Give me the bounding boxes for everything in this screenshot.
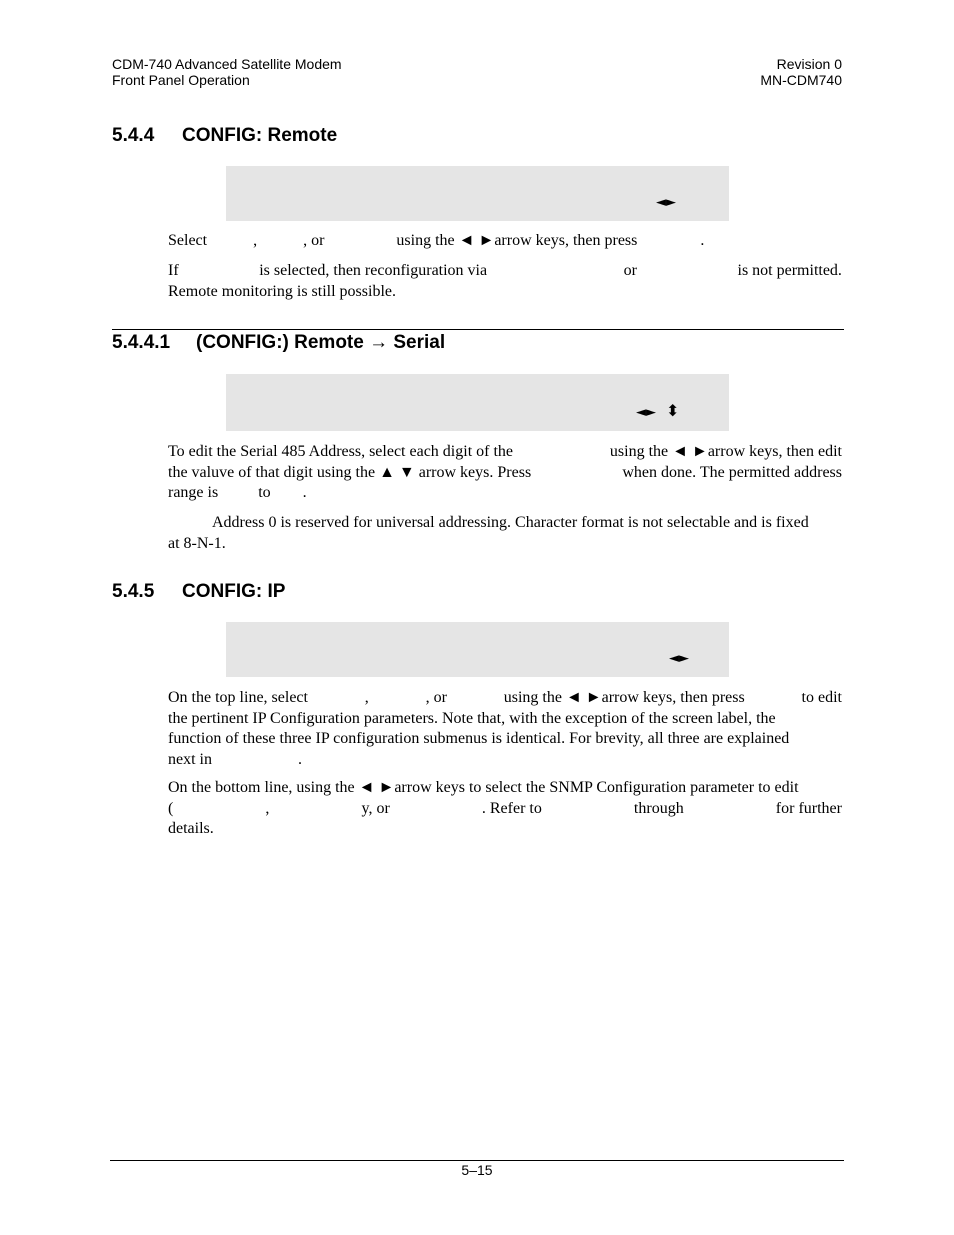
paragraph-ip-top-line: On the top line, select , , or using the ◄ ►arrow keys, then press to edit the pertinent IP Configuration parameters. Note that, with the exception of the screen label, the function of these three IP configuration submenus is identical. For brevity, all three are explained next in . xyxy=(168,689,842,768)
section-heading-5-4-4 xyxy=(112,125,337,147)
front-panel-display-serial xyxy=(226,374,729,431)
doc-title: CDM-740 Advanced Satellite Modem xyxy=(112,56,342,72)
up-down-arrows-icon: ⬍ xyxy=(666,401,680,420)
left-right-arrows-icon: ◄► xyxy=(636,405,656,420)
page-number: 5–15 xyxy=(461,1162,493,1178)
chapter-title: Front Panel Operation xyxy=(112,72,250,88)
paragraph-serial-address: To edit the Serial 485 Address, select each digit of the using the ◄ ►arrow keys, then edit the valuve of that digit using the ▲ ▼ arrow keys. Press when done. The permitted address range is to . xyxy=(168,443,842,501)
paragraph-remote-select: Select , , or using the ◄ ►arrow keys, then press . xyxy=(168,232,705,249)
section-number: 5.4.4.1 xyxy=(112,332,171,353)
footer-rule xyxy=(110,1160,844,1161)
section-heading-5-4-5 xyxy=(112,581,285,603)
left-right-arrows-icon: ◄► xyxy=(669,651,689,666)
running-header-right xyxy=(760,56,842,88)
front-panel-display-ip xyxy=(226,622,729,677)
paragraph-serial-note: Address 0 is reserved for universal addressing. Character format is not selectable and is fixed at 8-N-1. xyxy=(168,514,809,552)
paragraph-remote-local: If is selected, then reconfiguration via or is not permitted. Remote monitoring is still possible. xyxy=(168,262,842,300)
running-header-left xyxy=(112,56,342,88)
section-title: (CONFIG:) Remote → Serial xyxy=(196,332,446,353)
revision: Revision 0 xyxy=(776,56,842,72)
left-right-arrows-icon: ◄► xyxy=(656,195,676,210)
section-title: CONFIG: IP xyxy=(182,581,286,602)
section-number: 5.4.4 xyxy=(112,125,155,146)
front-panel-display-remote xyxy=(226,166,729,221)
paragraph-ip-bottom-line: On the bottom line, using the ◄ ►arrow keys to select the SNMP Configuration parameter to edit ( , y, or . Refer to through for further details. xyxy=(168,779,842,837)
doc-number: MN-CDM740 xyxy=(760,72,842,88)
section-heading-5-4-4-1 xyxy=(112,332,445,354)
section-title: CONFIG: Remote xyxy=(182,125,338,146)
section-number: 5.4.5 xyxy=(112,581,155,602)
section-divider xyxy=(112,329,844,330)
